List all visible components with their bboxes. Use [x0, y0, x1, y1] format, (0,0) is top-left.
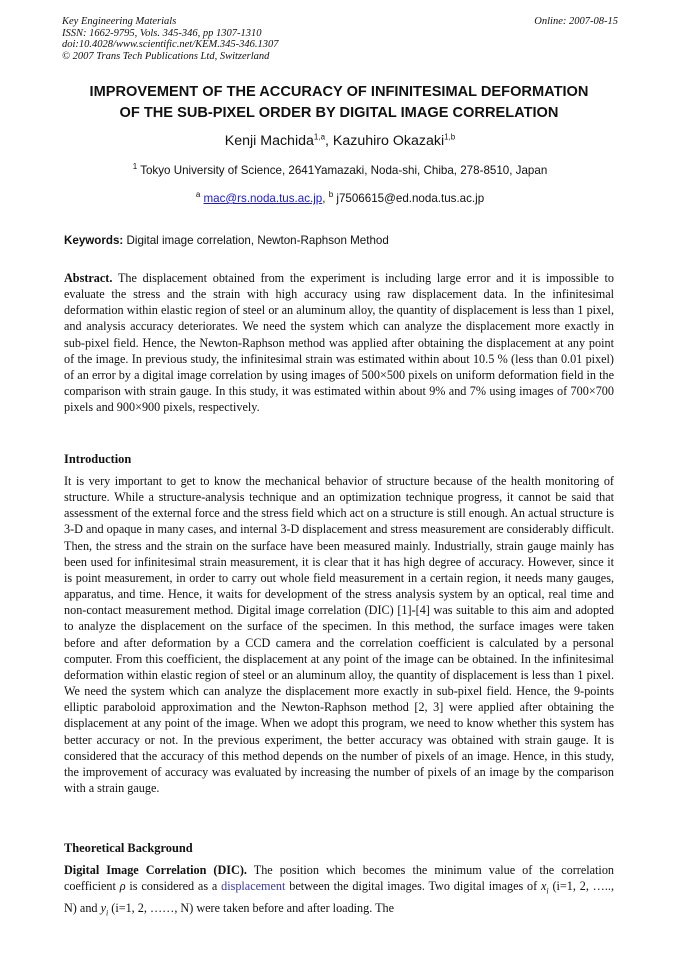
- email-a-link[interactable]: mac@rs.noda.tus.ac.jp: [203, 192, 323, 205]
- abstract-paragraph: [64, 270, 614, 415]
- x-subscript: i: [546, 886, 549, 896]
- author-2: Kazuhiro Okazaki: [332, 133, 445, 149]
- online-date: Online: 2007-08-15: [534, 16, 618, 27]
- issn-line: ISSN: 1662-9795, Vols. 345-346, pp 1307-1310: [62, 27, 262, 39]
- keywords-label: Keywords:: [64, 234, 124, 247]
- dic-text-1: The position which becomes the minimum value of the correlation coefficient: [64, 863, 615, 894]
- email-b-marker: b: [328, 190, 334, 200]
- dic-label: Digital Image Correlation (DIC).: [64, 863, 247, 877]
- dic-text-4: (i=1, 2, ….., N) and: [64, 879, 615, 915]
- keywords-text: Digital image correlation, Newton-Raphson Method: [126, 234, 389, 247]
- author-emails: [62, 192, 618, 205]
- theory-heading: Theoretical Background: [64, 841, 193, 855]
- journal-name: Key Engineering Materials: [62, 16, 177, 27]
- email-separator: ,: [322, 192, 329, 205]
- title-line-1: IMPROVEMENT OF THE ACCURACY OF INFINITESIMAL DEFORMATION: [89, 84, 589, 100]
- introduction-paragraph: It is very important to get to know the mechanical behavior of structure because of the health monitoring of structure. While a structure-analysis technique and an optimization technique progress, it cannot be said that assessment of the external force and the stress field which act on a structure is still enough. An actual structure is 3-D and opaque in many cases, and internal 3-D displacement and stress measurement are considerably difficult. Then, the stress and the strain on the surface have been measured mainly. Industrially, strain gauge mainly has been used for infinitesimal strain measurement, it is clear that it has high degree of accuracy. However, since it is point measurement, in order to carry out whole field measurement in a certain region, it needs many gauges, apparatus, and time. Hence, it waits for development of the stress analysis system by an optical, real time and non-contact measurement method. Digital image correlation (DIC) [1]-[4] was suitable to this aim and adopted to analyze the displacement on the surface of the specimen. In this method, the surface images were taken before and after deformation by a CCD camera and the correlation coefficient is calculated by a personal computer. From this coefficient, the displacement at any point of the image can be obtained. In the infinitesimal deformation within elastic region of steel or an aluminum alloy, the quantity of displacement is less than 1 pixel. We need the system which can analyze the displacement more exactly in sub-pixel field. Hence, the 9-points elliptic paraboloid approximation and the Newton-Raphson method [2, 3] were applied after obtaining the displacement at any point of the image. When we adopt this program, we need to know whether this system has better accuracy or not. In the previous experiment, the better accuracy was obtained with strain gauge. It is considered that the accuracy of this method depends on the number of pixels of an image. Hence, in this study, the improvement of accuracy was evaluated by increasing the number of pixels of an image by the comparison with a strain gauge.: [64, 474, 614, 795]
- x-variable: x: [541, 879, 547, 894]
- author-1: Kenji Machida: [224, 133, 314, 149]
- doi-line: doi:10.4028/www.scientific.net/KEM.345-346.1307: [62, 39, 279, 51]
- author-separator: ,: [325, 133, 333, 149]
- abstract-text: The displacement obtained from the experiment is including large error and it is impossible to evaluate the stress and the strain with high accuracy using raw displacement data. In the infinitesimal deformation within elastic region of steel or an aluminum alloy, the quantity of displacement is less than 1 pixel, and analysis accuracy deteriorates. We need the system which can analyze the displacement more exactly in sub-pixel field. Hence, the Newton-Raphson method was applied after obtaining the displacement at any point of the image. In previous study, the infinitesimal strain was estimated within about 10.5 % (less than 0.01 pixel) of an error by a digital image correlation by using images of 500×500 pixels on uniform deformation field in the comparison with strain gauge. In this study, it was estimated within about 9% and 7% using images of 700×700 pixels and 900×900 pixels, respectively.: [64, 271, 614, 415]
- keywords: [64, 234, 616, 247]
- affiliation-text: Tokyo University of Science, 2641Yamazaki, Noda-shi, Chiba, 278-8510, Japan: [140, 164, 548, 177]
- abstract-label: Abstract.: [64, 271, 113, 285]
- email-b: j7506615@ed.noda.tus.ac.jp: [336, 192, 485, 205]
- dic-text-2: is considered as a: [129, 879, 218, 894]
- dic-text-5: (i=1, 2, ……, N) were taken before and after loading. The: [111, 900, 395, 915]
- dic-paragraph: [64, 862, 614, 921]
- author-1-affiliation: 1,a: [313, 132, 326, 142]
- y-subscript: i: [105, 908, 109, 918]
- displacement-term: displacement: [221, 879, 286, 894]
- rho-symbol: ρ: [119, 879, 126, 894]
- author-2-affiliation: 1,b: [444, 132, 456, 142]
- introduction-heading: Introduction: [64, 452, 132, 466]
- author-list: [62, 133, 618, 149]
- affiliation: [62, 164, 618, 177]
- paper-title: [50, 82, 628, 124]
- title-line-2: OF THE SUB-PIXEL ORDER BY DIGITAL IMAGE CORRELATION: [119, 105, 559, 121]
- dic-text-3: between the digital images. Two digital images of: [289, 879, 538, 894]
- y-variable: y: [100, 900, 106, 915]
- email-a-marker: a: [195, 190, 201, 200]
- journal-header: [62, 16, 618, 62]
- copyright-line: © 2007 Trans Tech Publications Ltd, Switzerland: [62, 50, 270, 62]
- affiliation-marker: 1: [132, 162, 138, 172]
